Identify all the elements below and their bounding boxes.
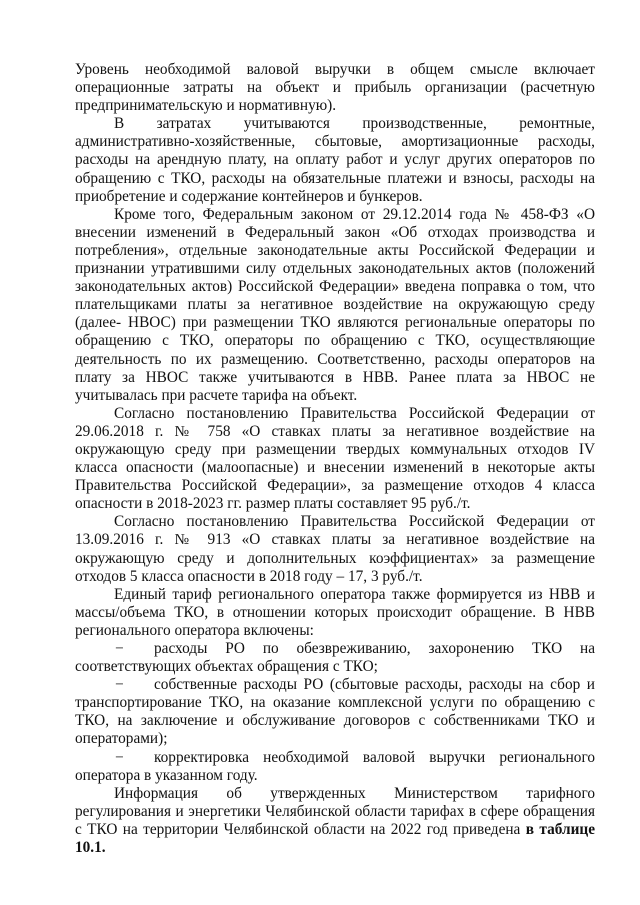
list-marker: −: [115, 676, 124, 694]
table-reference-text: Информация об утвержденных Министерством тарифного регулирования и энергетики Челябинской области тарифах в сфере обращения с ТКО на территории Челябинской области на 2022 год приведена: [75, 784, 595, 838]
list-item-text: расходы РО по обезвреживанию, захоронению ТКО на соответствующих объектах обращения с ТКО;: [75, 640, 595, 676]
list-marker: −: [115, 640, 124, 657]
document-page: [75, 61, 595, 857]
paragraph-costs: В затратах учитываются производственные, ремонтные, административно-хозяйственные, сбытовые, амортизационные расходы, расходы на арендную плату, на оплату работ и услуг других операторов по обращению с ТКО, расходы на обязательные платежи и взносы, расходы на приобретение и содержание контейнеров и бункеров.: [75, 115, 595, 205]
list-item: [75, 676, 595, 748]
paragraph-decree-758: Согласно постановлению Правительства Российской Федерации от 29.06.2018 г. № 758 «О ставках платы за негативное воздействие на окружающую среду при размещении твердых коммунальных отходов IV класса опасности (малоопасные) и внесении изменений в некоторые акты Правительства Российской Федерации», за размещение отходов 4 класса опасности в 2018-2023 гг. размер платы составляет 95 руб./т.: [75, 404, 595, 513]
paragraph-federal-law: Кроме того, Федеральным законом от 29.12.2014 года № 458-ФЗ «О внесении изменений в Федеральный закон «Об отходах производства и потребления», отдельные законодательные акты Российской Федерации и признании утратившими силу отдельных законодательных актов (положений законодательных актов) Российской Федерации» введена поправка о том, что плательщиками платы за негативное воздействие на окружающую среду (далее- НВОС) при размещении ТКО являются региональные операторы по обращению с ТКО, операторы по обращению с ТКО, осуществляющие деятельность по их размещению. Соответственно, расходы операторов на плату за НВОС также учитываются в НВВ. Ранее плата за НВОС не учитывалась при расчете тарифа на объект.: [75, 205, 595, 404]
list-marker: −: [115, 748, 124, 766]
paragraph-single-tariff: Единый тариф регионального оператора также формируется из НВВ и массы/объема ТКО, в отношении которых происходит обращение. В НВВ регионального оператора включены:: [75, 585, 595, 639]
list-item: [75, 749, 595, 785]
paragraph-revenue-definition: Уровень необходимой валовой выручки в общем смысле включает операционные затраты на объект и прибыль организации (расчетную предпринимательскую и нормативную).: [75, 61, 595, 115]
list-item: [75, 640, 595, 676]
list-item-text: корректировка необходимой валовой выручки регионального оператора в указанном году.: [75, 748, 595, 784]
list-item-text: собственные расходы РО (сбытовые расходы, расходы на сбор и транспортирование ТКО, на оказание комплексной услуги по обращению с ТКО, на заключение и обслуживание договоров с собственниками ТКО и операторами);: [75, 676, 595, 748]
paragraph-table-reference: [75, 785, 595, 857]
table-reference-link: в таблице 10.1.: [75, 820, 596, 857]
paragraph-decree-913: Согласно постановлению Правительства Российской Федерации от 13.09.2016 г. № 913 «О ставках платы за негативное воздействие на окружающую среду и дополнительных коэффициентах» за размещение отходов 5 класса опасности в 2018 году – 17, 3 руб./т.: [75, 513, 595, 585]
